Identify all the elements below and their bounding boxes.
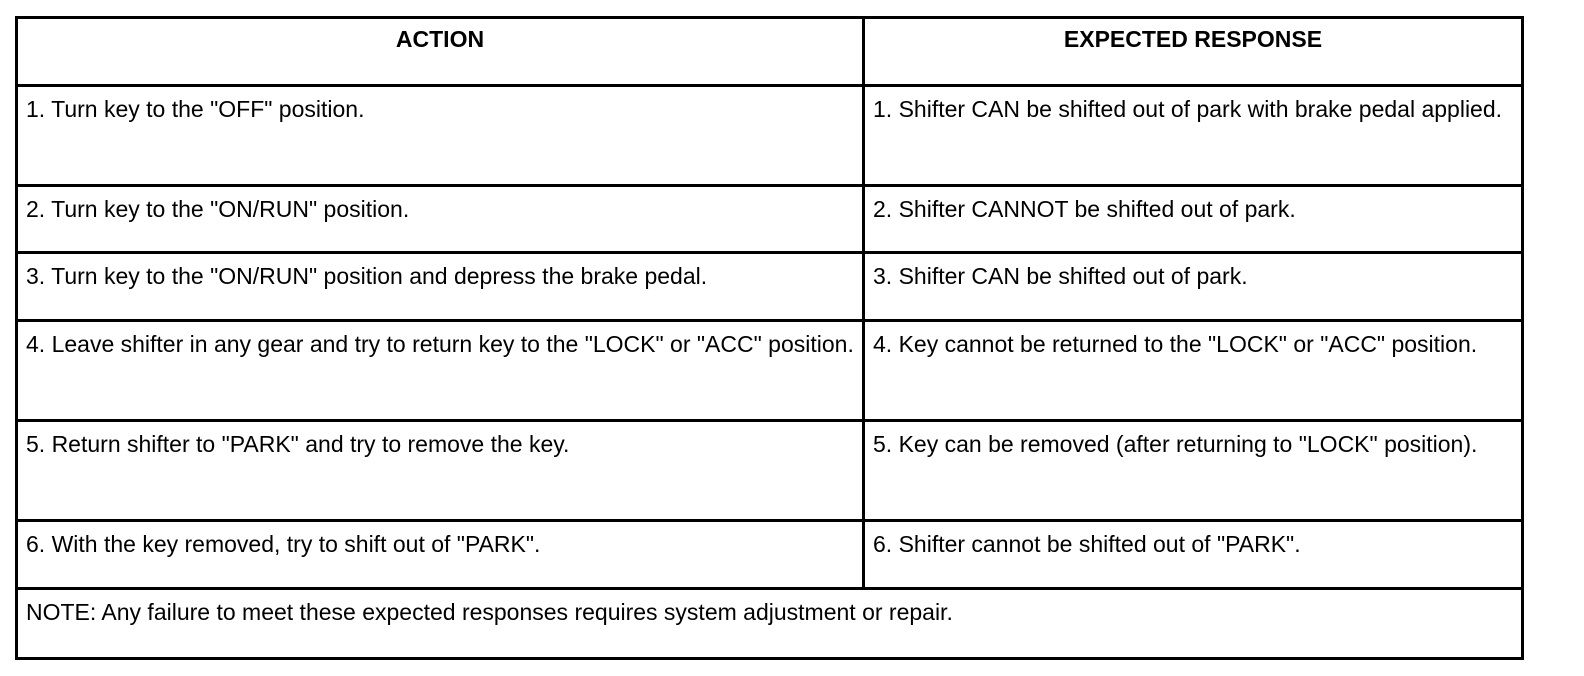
note-text: NOTE: Any failure to meet these expected responses requires system adjustment or repair. xyxy=(17,589,1523,659)
table-row xyxy=(17,86,1523,186)
action-cell: 5. Return shifter to "PARK" and try to remove the key. xyxy=(17,421,864,521)
action-cell: 4. Leave shifter in any gear and try to return key to the "LOCK" or "ACC" position. xyxy=(17,321,864,421)
response-cell: 6. Shifter cannot be shifted out of "PARK". xyxy=(864,521,1523,589)
response-cell: 5. Key can be removed (after returning to "LOCK" position). xyxy=(864,421,1523,521)
action-cell: 2. Turn key to the "ON/RUN" position. xyxy=(17,186,864,253)
response-cell: 1. Shifter CAN be shifted out of park with brake pedal applied. xyxy=(864,86,1523,186)
table-row xyxy=(17,253,1523,321)
note-row xyxy=(17,589,1523,659)
response-cell: 4. Key cannot be returned to the "LOCK" or "ACC" position. xyxy=(864,321,1523,421)
table-row xyxy=(17,321,1523,421)
action-cell: 3. Turn key to the "ON/RUN" position and depress the brake pedal. xyxy=(17,253,864,321)
action-cell: 6. With the key removed, try to shift out of "PARK". xyxy=(17,521,864,589)
action-cell: 1. Turn key to the "OFF" position. xyxy=(17,86,864,186)
table-row xyxy=(17,421,1523,521)
table-header-row xyxy=(17,18,1523,86)
response-cell: 3. Shifter CAN be shifted out of park. xyxy=(864,253,1523,321)
procedure-table xyxy=(15,16,1524,660)
response-cell: 2. Shifter CANNOT be shifted out of park. xyxy=(864,186,1523,253)
table-row xyxy=(17,186,1523,253)
table-row xyxy=(17,521,1523,589)
header-expected-response: EXPECTED RESPONSE xyxy=(864,18,1523,86)
header-action: ACTION xyxy=(17,18,864,86)
